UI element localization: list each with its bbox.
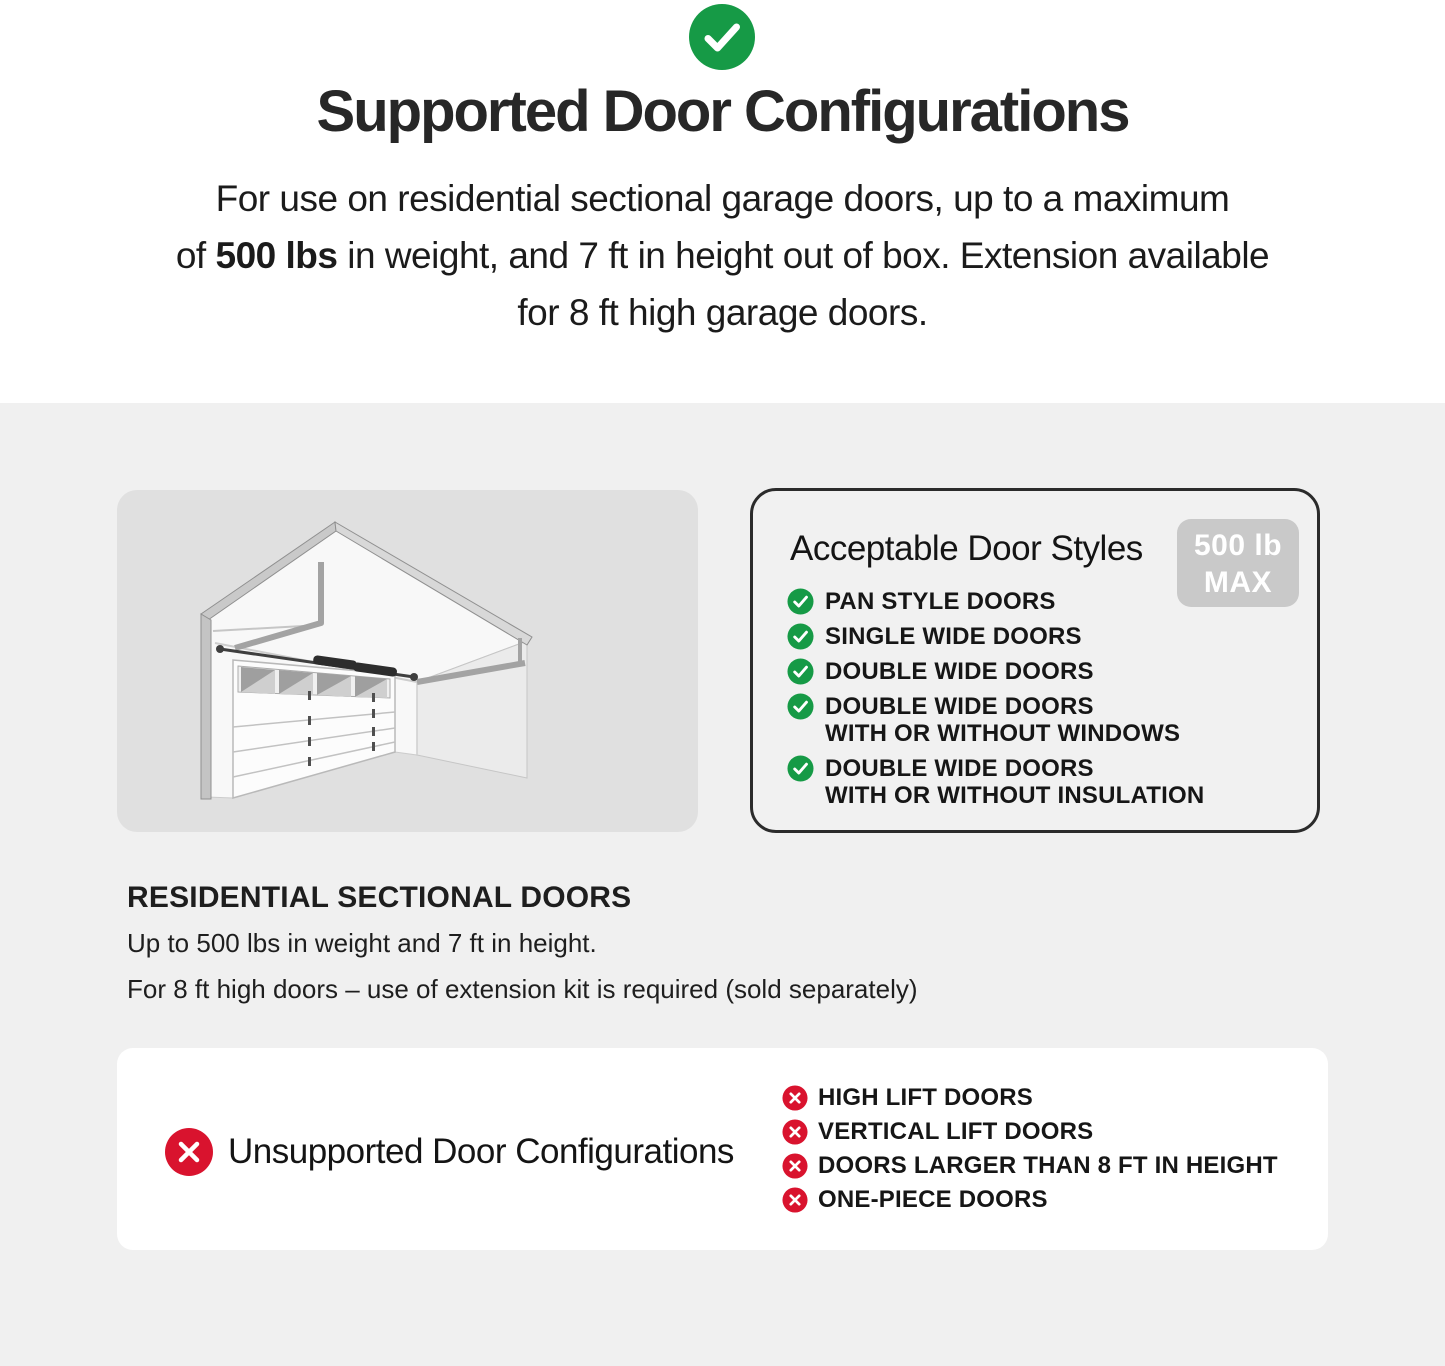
residential-line-2: For 8 ft high doors – use of extension kit is required (sold separately): [127, 974, 918, 1004]
acceptable-list: [787, 588, 1204, 817]
card-title: Acceptable Door Styles: [790, 529, 1143, 568]
left-post: [201, 614, 211, 799]
intro-text: [0, 170, 1445, 341]
x-icon: [782, 1153, 808, 1179]
list-item-label: DOORS LARGER THAN 8 FT IN HEIGHT: [818, 1152, 1278, 1179]
x-icon: [782, 1119, 808, 1145]
acceptable-door-styles-card: [750, 488, 1320, 833]
check-icon: [787, 693, 814, 720]
check-icon: [787, 755, 814, 782]
list-item: [787, 658, 1204, 685]
list-item-sublabel: WITH OR WITHOUT INSULATION: [825, 782, 1205, 809]
list-item: [782, 1084, 1278, 1111]
check-circle-icon: [689, 4, 755, 70]
residential-line-1: Up to 500 lbs in weight and 7 ft in height.: [127, 928, 597, 958]
list-item: [782, 1152, 1278, 1179]
check-icon: [787, 658, 814, 685]
weight-limit-badge: 500 lb MAX: [1177, 519, 1299, 607]
x-icon: [782, 1187, 808, 1213]
list-item: [782, 1186, 1278, 1213]
list-item-label: ONE-PIECE DOORS: [818, 1186, 1048, 1213]
list-item-label: DOUBLE WIDE DOORS: [825, 658, 1094, 685]
list-item: [782, 1118, 1278, 1145]
list-item-label: PAN STYLE DOORS: [825, 588, 1056, 615]
list-item: [787, 755, 1204, 809]
unsupported-list: [782, 1084, 1278, 1220]
list-item: [787, 693, 1204, 747]
list-item: [787, 623, 1204, 650]
list-item-sublabel: WITH OR WITHOUT WINDOWS: [825, 720, 1181, 747]
unsupported-title: Unsupported Door Configurations: [228, 1132, 734, 1171]
list-item: [787, 588, 1204, 615]
content-section: [0, 403, 1445, 1366]
residential-heading: RESIDENTIAL SECTIONAL DOORS: [127, 881, 632, 914]
x-circle-icon: [165, 1128, 213, 1176]
garage-diagram-svg: [117, 490, 698, 832]
intro-line-1: For use on residential sectional garage doors, up to a maximum: [215, 178, 1230, 219]
garage-interior-illustration: [117, 490, 698, 832]
x-icon: [782, 1085, 808, 1111]
check-icon: [787, 623, 814, 650]
intro-line-2: of 500 lbs in weight, and 7 ft in height out of box. Extension available: [175, 235, 1270, 276]
check-icon: [787, 588, 814, 615]
list-item-label: SINGLE WIDE DOORS: [825, 623, 1082, 650]
list-item-label: DOUBLE WIDE DOORS: [825, 693, 1094, 720]
list-item-label: HIGH LIFT DOORS: [818, 1084, 1033, 1111]
page-title: Supported Door Configurations: [316, 79, 1129, 144]
unsupported-card: [117, 1048, 1328, 1250]
list-item-label: VERTICAL LIFT DOORS: [818, 1118, 1094, 1145]
list-item-label: DOUBLE WIDE DOORS: [825, 755, 1094, 782]
intro-line-3: for 8 ft high garage doors.: [517, 292, 928, 333]
